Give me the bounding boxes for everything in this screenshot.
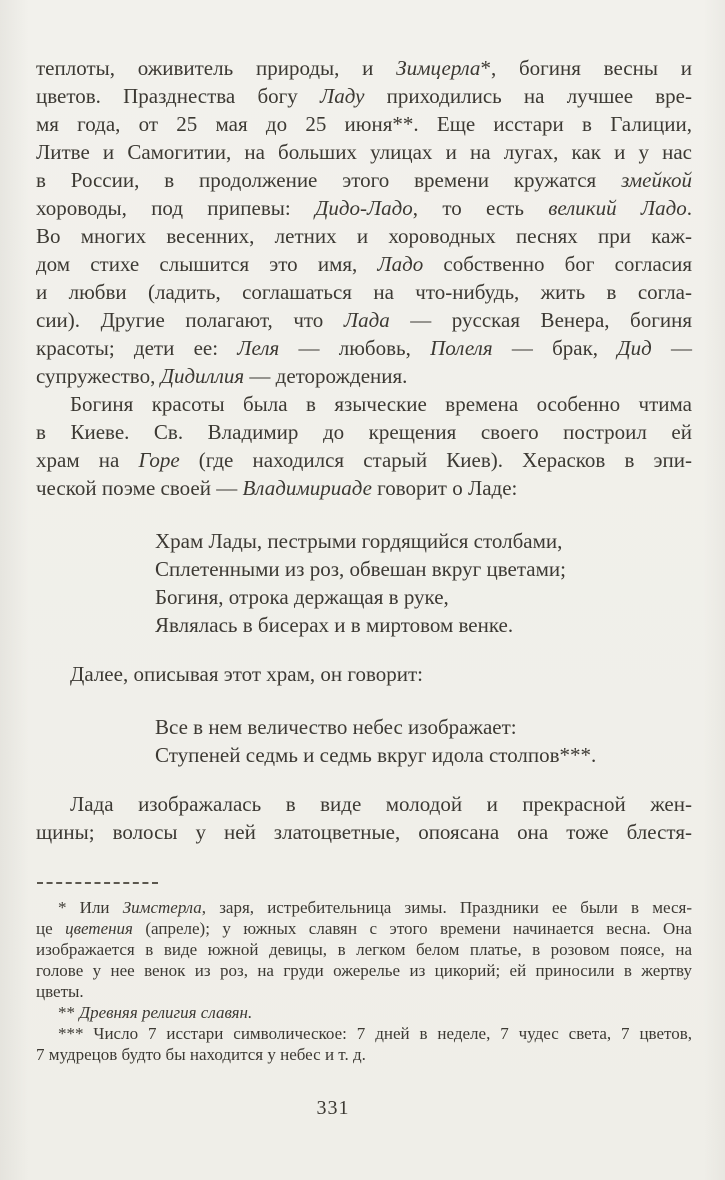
italic-text: цветения — [65, 919, 133, 938]
regular-text: цветов. Празднества богу — [36, 84, 320, 108]
verse-block — [155, 527, 692, 639]
text-line — [36, 334, 692, 362]
regular-text: Богиня красоты была в языческие времена особенно чтима — [70, 392, 692, 416]
regular-text: , заря, истребительница зимы. Праздники ее были в меся- — [201, 898, 692, 917]
italic-text: змейкой — [621, 168, 692, 192]
text-line — [36, 222, 692, 250]
regular-text: — — [651, 336, 692, 360]
regular-text: храм на — [36, 448, 139, 472]
text-line — [36, 418, 692, 446]
regular-text: в России, в продолжение этого времени кружатся — [36, 168, 622, 192]
text-line — [36, 278, 692, 306]
text-line — [155, 527, 692, 555]
footnote — [36, 897, 692, 1002]
page-content — [36, 54, 692, 1122]
text-line — [36, 446, 692, 474]
text-line — [36, 110, 692, 138]
text-line — [36, 960, 692, 981]
italic-text: великий Ладо — [548, 196, 687, 220]
text-line — [36, 194, 692, 222]
text-line — [155, 555, 692, 583]
regular-text: Ступеней седмь и седмь вкруг идола столпов***. — [155, 743, 597, 767]
regular-text: 7 мудрецов будто бы находится у небес и т. д. — [36, 1045, 366, 1064]
italic-text: Ладу — [320, 84, 365, 108]
regular-text: супружество, — [36, 364, 161, 388]
page-number: 331 — [316, 1097, 350, 1119]
text-line — [36, 818, 692, 846]
regular-text: сии). Другие полагают, что — [36, 308, 344, 332]
italic-text: Полеля — [430, 336, 493, 360]
footnotes — [36, 897, 692, 1065]
regular-text: собственно бог согласия — [423, 252, 692, 276]
regular-text: ** — [58, 1003, 80, 1022]
footnote-separator — [37, 882, 158, 884]
regular-text: дом стихе слышится это имя, — [36, 252, 378, 276]
regular-text: (апреле); у южных славян с этого времени начинается весна. Она — [132, 919, 692, 938]
body-text — [36, 54, 692, 846]
regular-text: изображается в виде южной девицы, в легком белом платье, в розовом поясе, на — [36, 940, 692, 959]
text-line — [36, 1044, 692, 1065]
regular-text: мя года, от 25 мая до 25 июня**. Еще исстари в Галиции, — [36, 112, 692, 136]
text-line — [36, 306, 692, 334]
italic-text: Ладо — [377, 252, 424, 276]
text-line — [36, 390, 692, 418]
regular-text: цветы. — [36, 982, 84, 1001]
paragraph — [36, 790, 692, 846]
regular-text: красоты; дети ее: — [36, 336, 238, 360]
regular-text: теплоты, оживитель природы, и — [36, 56, 397, 80]
text-line — [36, 918, 692, 939]
regular-text: — русская Венера, богиня — [389, 308, 692, 332]
regular-text: щины; волосы у ней златоцветные, опоясана она тоже блестя- — [36, 820, 692, 844]
regular-text: хороводы, под припевы: — [36, 196, 315, 220]
regular-text: — брак, — [492, 336, 618, 360]
text-line — [155, 611, 692, 639]
regular-text: голове у нее венок из роз, на груди ожерелье из цикорий; ей приносили в жертву — [36, 961, 692, 980]
text-line — [36, 1002, 692, 1023]
text-line — [155, 583, 692, 611]
regular-text: говорит о Ладе: — [371, 476, 518, 500]
text-line — [36, 897, 692, 918]
regular-text: це — [36, 919, 66, 938]
regular-text: , то есть — [412, 196, 549, 220]
paragraph — [36, 660, 692, 688]
regular-text: ческой поэме своей — — [36, 476, 243, 500]
text-line — [36, 166, 692, 194]
regular-text: Все в нем величество небес изображает: — [155, 715, 517, 739]
text-line — [36, 474, 692, 502]
regular-text: Храм Лады, пестрыми гордящийся столбами, — [155, 529, 563, 553]
text-line — [36, 250, 692, 278]
italic-text: Владимириаде — [242, 476, 372, 500]
regular-text: приходились на лучшее вре- — [364, 84, 692, 108]
paragraph — [36, 54, 692, 390]
italic-text: Дид — [617, 336, 652, 360]
text-line — [36, 981, 692, 1002]
italic-text: Зимстерла — [122, 898, 202, 917]
regular-text: Сплетенными из роз, обвешан вкруг цветами; — [155, 557, 566, 581]
italic-text: Дидо-Ладо — [314, 196, 413, 220]
text-line — [155, 741, 692, 769]
footnote — [36, 1023, 692, 1065]
italic-text: Леля — [237, 336, 280, 360]
paragraph — [36, 390, 692, 502]
text-line — [36, 790, 692, 818]
text-line — [36, 54, 692, 82]
regular-text: в Киеве. Св. Владимир до крещения своего построил ей — [36, 420, 692, 444]
text-line — [36, 939, 692, 960]
text-line — [155, 713, 692, 741]
text-line — [36, 362, 692, 390]
regular-text: . — [686, 196, 692, 220]
regular-text: Литве и Самогитии, на больших улицах и на лугах, как и у нас — [36, 140, 692, 164]
regular-text: — любовь, — [279, 336, 431, 360]
text-line — [36, 82, 692, 110]
regular-text: *, богиня весны и — [480, 56, 692, 80]
text-line — [36, 660, 692, 688]
regular-text: Во многих весенних, летних и хороводных песнях при каж- — [36, 224, 692, 248]
regular-text: Лада изображалась в виде молодой и прекрасной жен- — [70, 792, 692, 816]
regular-text: — деторождения. — [244, 364, 408, 388]
text-line — [36, 138, 692, 166]
regular-text: Богиня, отрока держащая в руке, — [155, 585, 449, 609]
italic-text: Горе — [138, 448, 180, 472]
italic-text: Лада — [343, 308, 390, 332]
regular-text: Являлась в бисерах и в миртовом венке. — [155, 613, 514, 637]
regular-text: Далее, описывая этот храм, он говорит: — [70, 662, 424, 686]
regular-text: *** Число 7 исстари символическое: 7 дней в неделе, 7 чудес света, 7 цветов, — [58, 1024, 692, 1043]
text-line — [36, 1023, 692, 1044]
italic-text: Древняя религия славян. — [79, 1003, 253, 1022]
verse-block — [155, 713, 692, 769]
regular-text: (где находился старый Киев). Херасков в эпи- — [179, 448, 693, 472]
italic-text: Дидиллия — [160, 364, 245, 388]
regular-text: * Или — [58, 898, 123, 917]
regular-text: и любви (ладить, соглашаться на что-нибудь, жить в согла- — [36, 280, 692, 304]
footnote — [36, 1002, 692, 1023]
italic-text: Зимцерла — [396, 56, 481, 80]
